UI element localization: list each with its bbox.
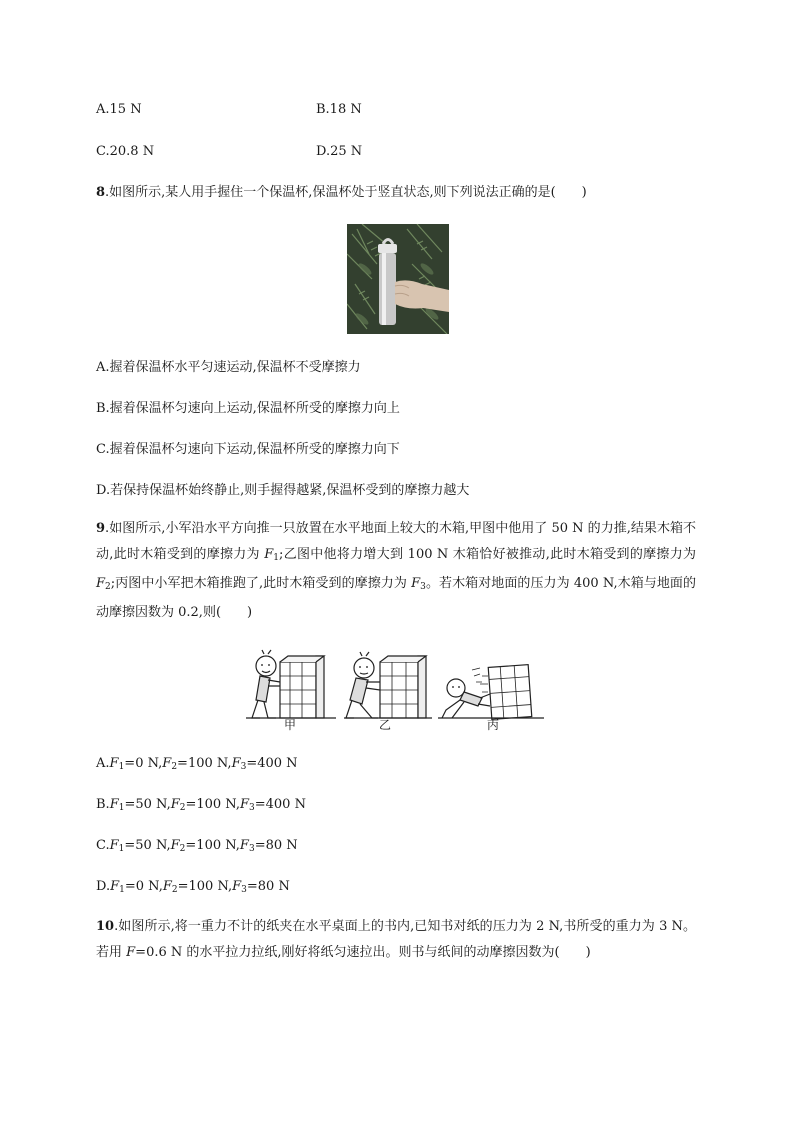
figure-label-jia: 甲 <box>284 718 297 732</box>
q8-option-d: D.若保持保温杯始终静止,则手握得越紧,保温杯受到的摩擦力越大 <box>96 483 470 498</box>
symbol-f: F <box>109 756 119 771</box>
q7-option-c: C.20.8 N <box>96 144 155 159</box>
subscript: 1 <box>118 803 125 813</box>
symbol-f: F <box>170 797 180 812</box>
symbol-f: F <box>411 576 421 591</box>
q7-option-d: D.25 N <box>316 144 363 159</box>
subscript: 3 <box>249 803 255 813</box>
symbol-f: F <box>232 879 242 894</box>
q8-stem-text: .如图所示,某人用手握住一个保温杯,保温杯处于竖直状态,则下列说法正确的是( ) <box>105 185 587 200</box>
subscript: 2 <box>179 844 186 854</box>
symbol-f: F <box>126 945 136 960</box>
option-value: =50 N, <box>124 797 171 812</box>
subscript: 1 <box>273 553 280 563</box>
subscript: 3 <box>241 885 247 895</box>
subscript: 2 <box>171 885 178 895</box>
q9-stem-part4: 。若木箱对地面的压力为 400 N,木箱与地面的动摩擦因数为 0.2,则( ) <box>96 576 696 620</box>
subscript: 3 <box>420 582 426 592</box>
option-value: =0 N, <box>124 756 163 771</box>
q10-number: 10 <box>96 919 115 934</box>
option-prefix: C. <box>96 838 110 853</box>
symbol-f: F <box>231 756 241 771</box>
panel-bing <box>438 665 544 720</box>
symbol-f: F <box>162 756 172 771</box>
subscript: 2 <box>179 803 186 813</box>
subscript: 2 <box>105 582 111 592</box>
subscript: 1 <box>119 885 125 895</box>
q9-option-c <box>96 837 298 858</box>
q8-option-b: B.握着保温杯匀速向上运动,保温杯所受的摩擦力向上 <box>96 401 400 416</box>
subscript: 1 <box>118 844 125 854</box>
q9-stem-part2: ;乙图中他将力增大到 100 N 木箱恰好被推动,此时木箱受到的摩擦力为 <box>279 547 696 562</box>
symbol-f: F <box>239 838 249 853</box>
q9-option-d <box>96 878 290 899</box>
option-value: =400 N <box>246 756 298 771</box>
thermos-hand-illustration <box>347 224 449 334</box>
q9-stem-part1: .如图所示,小军沿水平方向推一只放置在水平地面上较大的木箱,甲图中他用了 50 N 的力推,结果木箱不动,此时木箱受到的摩擦力为 <box>96 521 696 562</box>
subscript: 1 <box>118 762 125 772</box>
option-prefix: B. <box>96 797 110 812</box>
option-value: =50 N, <box>124 838 171 853</box>
symbol-f: F <box>109 797 119 812</box>
thermos-photo <box>347 224 449 334</box>
q8-option-a: A.握着保温杯水平匀速运动,保温杯不受摩擦力 <box>96 360 361 375</box>
q10-stem <box>96 914 696 966</box>
option-value: =0 N, <box>124 879 163 894</box>
q9-stem-part3: ;丙图中小军把木箱推跑了,此时木箱受到的摩擦力为 <box>110 576 412 591</box>
option-prefix: A. <box>96 756 110 771</box>
symbol-f: F <box>170 838 180 853</box>
q9-option-a <box>96 755 298 776</box>
panel-yi <box>344 652 432 718</box>
option-value: =100 N, <box>185 797 240 812</box>
symbol-f: F <box>110 879 120 894</box>
option-value: =400 N <box>254 797 306 812</box>
q7-option-a: A.15 N <box>96 102 142 117</box>
q7-option-row-2 <box>96 143 363 161</box>
symbol-f: F <box>264 547 274 562</box>
symbol-f: F <box>239 797 250 812</box>
panel-jia <box>246 650 336 718</box>
option-value: =80 N <box>254 838 298 853</box>
subscript: 3 <box>240 762 247 772</box>
symbol-f: F <box>109 838 119 853</box>
option-value: =100 N, <box>177 879 233 894</box>
symbol-f: F <box>96 576 106 591</box>
subscript: 2 <box>171 762 178 772</box>
q10-stem-part1: .如图所示,将一重力不计的纸夹在水平桌面上的书内,已知书对纸的压力为 2 N,书所受的重力为 3 N。若用 <box>96 919 696 960</box>
q9-number: 9 <box>96 521 106 536</box>
option-value: =100 N, <box>177 756 232 771</box>
q8-option-c: C.握着保温杯匀速向下运动,保温杯所受的摩擦力向下 <box>96 442 400 457</box>
q8-stem <box>96 184 587 202</box>
option-value: =80 N <box>246 879 290 894</box>
q7-option-b: B.18 N <box>316 102 362 117</box>
figure-label-bing: 丙 <box>487 718 500 732</box>
q8-number: 8 <box>96 185 106 200</box>
q10-stem-part2: =0.6 N 的水平拉力拉纸,刚好将纸匀速拉出。则书与纸间的动摩擦因数为( ) <box>135 945 591 960</box>
figure-label-yi: 乙 <box>379 718 392 732</box>
option-value: =100 N, <box>185 838 240 853</box>
symbol-f: F <box>162 879 172 894</box>
q7-option-row-1 <box>96 101 362 119</box>
q9-stem <box>96 516 696 626</box>
q9-option-b <box>96 796 306 817</box>
subscript: 3 <box>248 844 255 854</box>
option-prefix: D. <box>96 879 111 894</box>
